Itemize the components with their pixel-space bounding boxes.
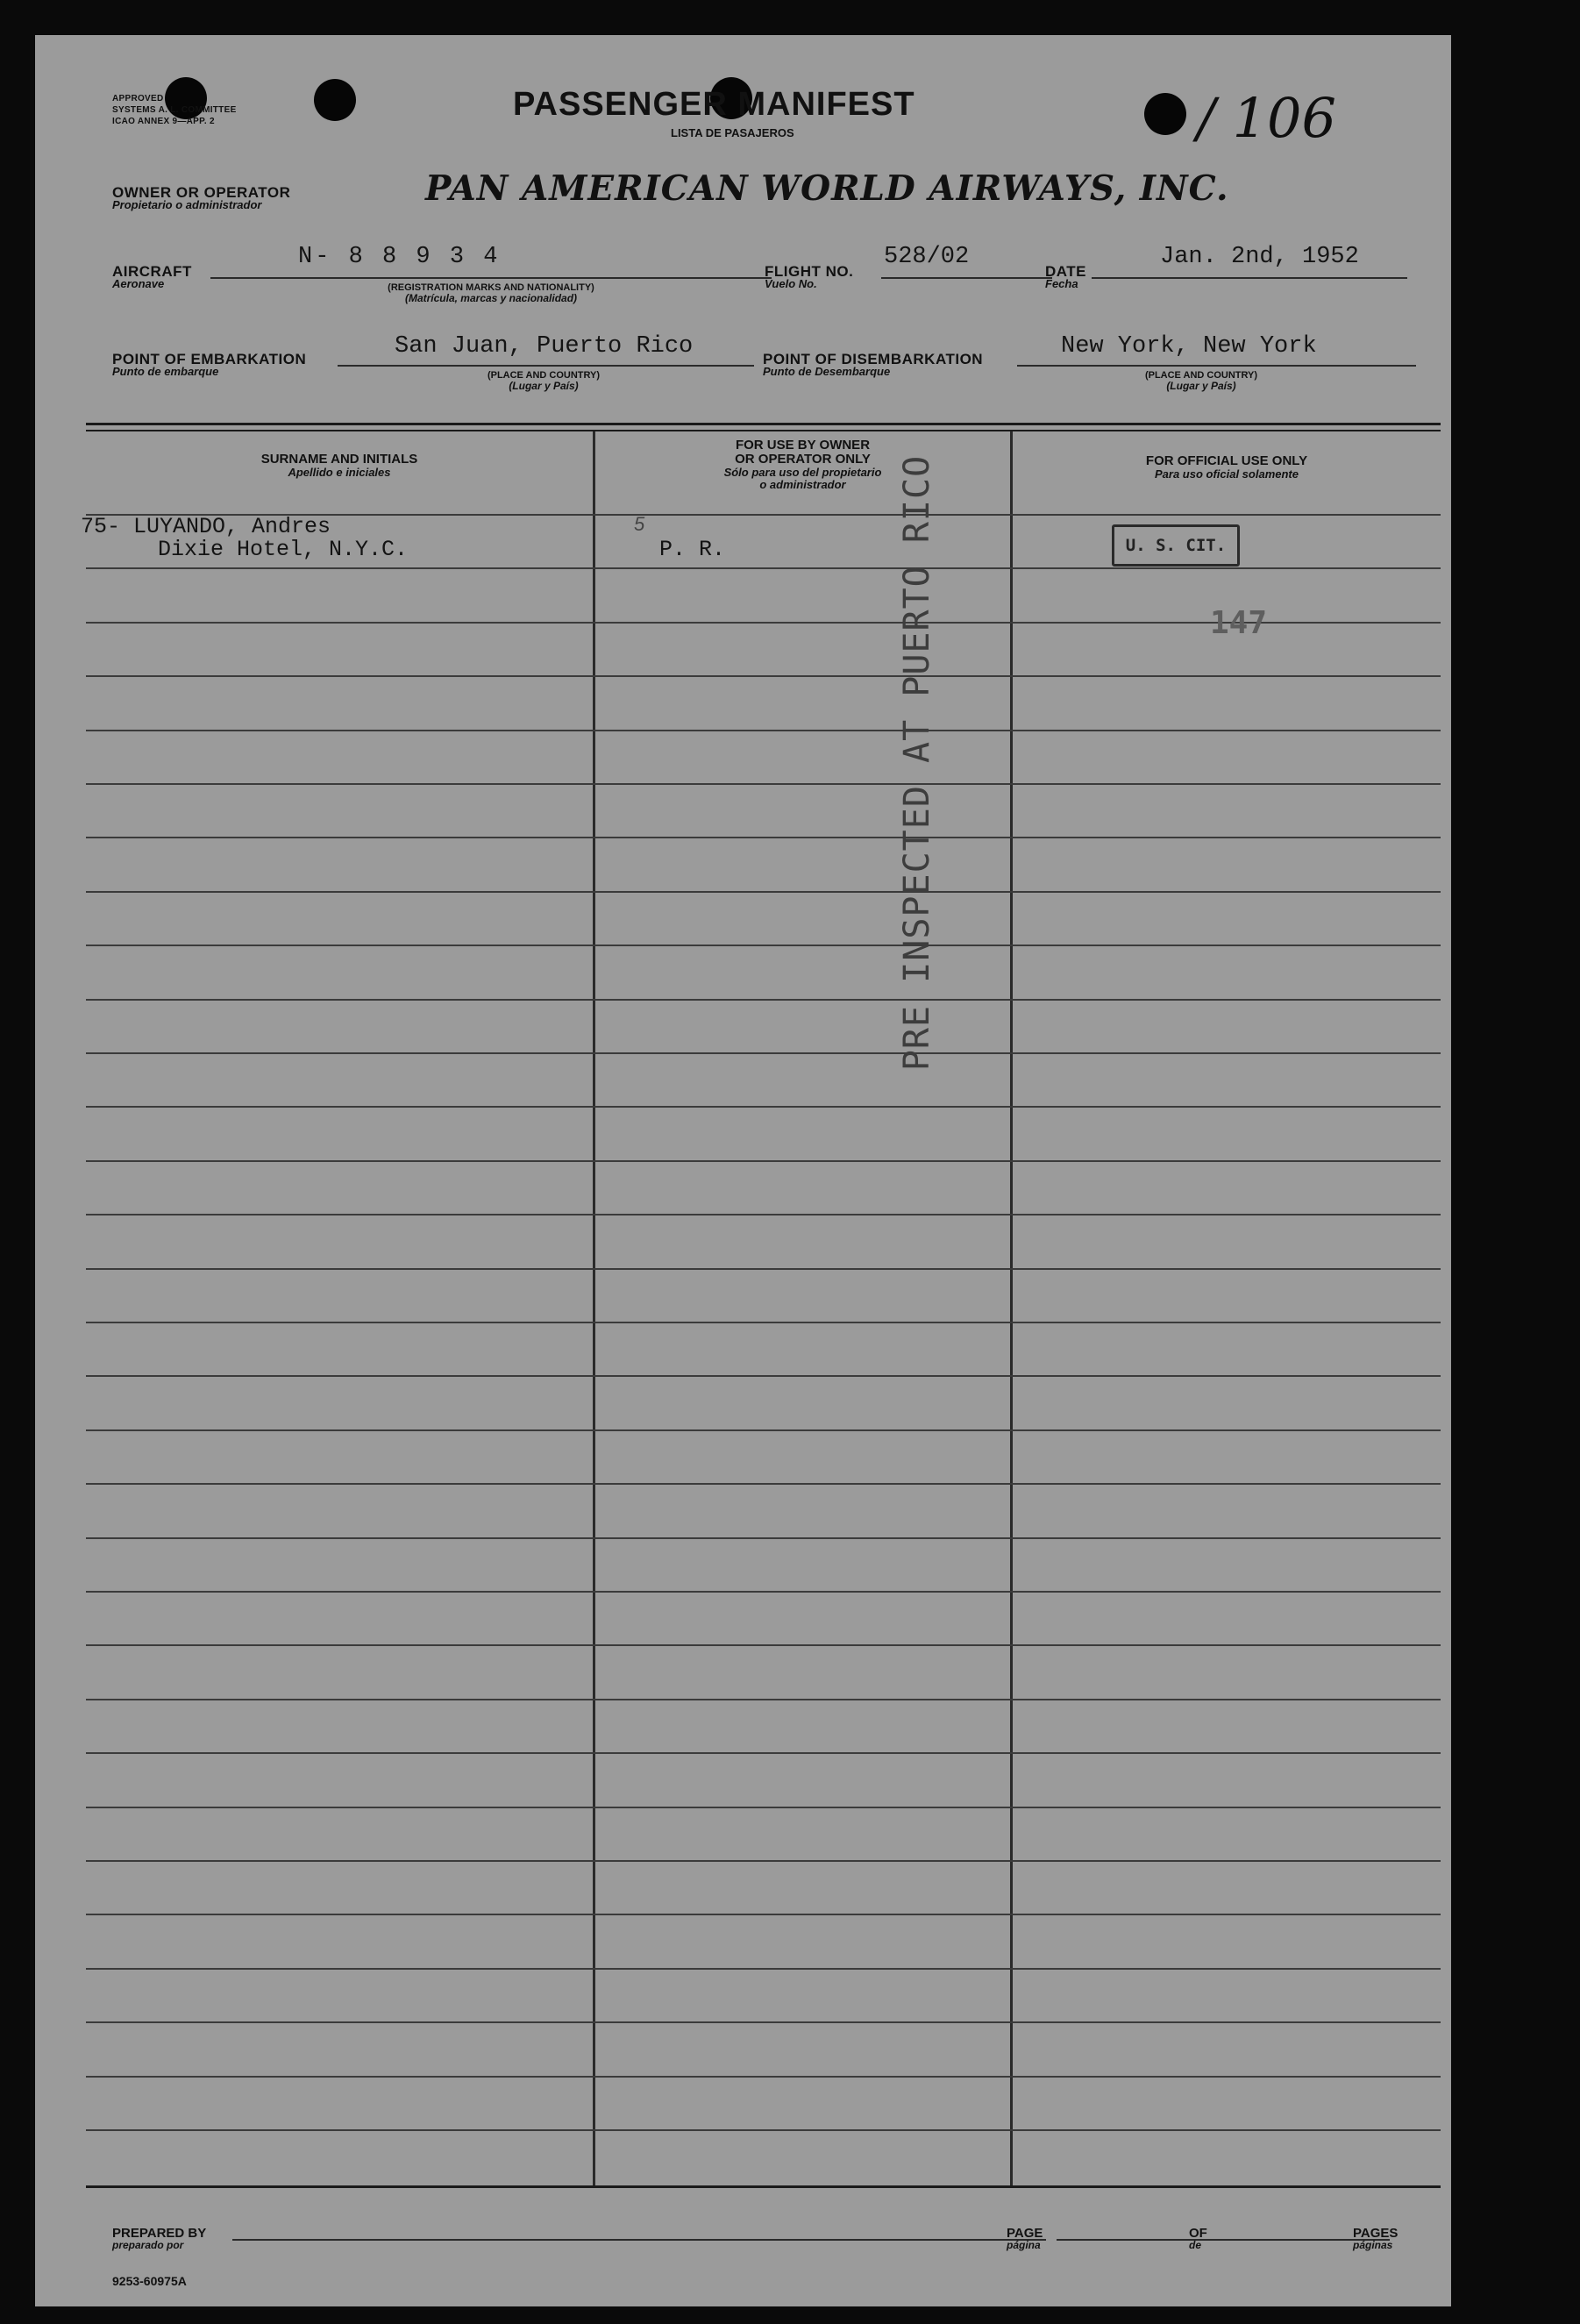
pages-block xyxy=(1353,2228,1398,2251)
table-row-rule xyxy=(86,891,1441,893)
date-value: Jan. 2nd, 1952 xyxy=(1160,244,1359,270)
column-header-owner-text: FOR USE BY OWNER OR OPERATOR ONLY xyxy=(735,438,871,467)
page-label: PAGE xyxy=(1007,2226,1043,2241)
table-top-rule-2 xyxy=(86,430,1441,431)
column-divider-1 xyxy=(593,431,595,2185)
flight-label-block xyxy=(765,265,853,289)
table-top-rule xyxy=(86,423,1441,425)
passenger-address: Dixie Hotel, N.Y.C. xyxy=(158,537,409,562)
table-row-rule xyxy=(86,2076,1441,2078)
table-row-rule xyxy=(86,1807,1441,1808)
table-row-rule xyxy=(86,1214,1441,1215)
aircraft-value: N- 8 8 9 3 4 xyxy=(298,244,501,270)
embarkation-label: POINT OF EMBARKATION xyxy=(112,351,307,367)
prepared-by-line xyxy=(232,2239,1046,2241)
manifest-sheet xyxy=(35,35,1451,2306)
column-header-owner xyxy=(595,438,1010,491)
disembarkation-label-es: Punto de Desembarque xyxy=(763,365,891,378)
column-header-surname xyxy=(86,453,593,479)
aircraft-line xyxy=(210,277,772,279)
embarkation-sub-block xyxy=(438,370,649,391)
page-title-es: LISTA DE PASAJEROS xyxy=(671,126,794,139)
embarkation-label-block xyxy=(112,353,306,377)
of-label: OF xyxy=(1189,2226,1207,2241)
prepared-by-label: PREPARED BY xyxy=(112,2226,207,2241)
date-line xyxy=(1092,277,1407,279)
us-cit-stamp-text: U. S. CIT. xyxy=(1125,536,1227,555)
table-row-rule xyxy=(86,2129,1441,2131)
passenger-name: 75- LUYANDO, Andres xyxy=(81,514,331,539)
table-row-rule xyxy=(86,1752,1441,1754)
aircraft-label-block xyxy=(112,265,192,289)
page-label-es: página xyxy=(1007,2239,1041,2251)
embarkation-line xyxy=(338,365,754,367)
column-header-official-es: Para uso oficial solamente xyxy=(1154,467,1299,481)
owner-name: PAN AMERICAN WORLD AIRWAYS, INC. xyxy=(425,168,1229,209)
disembarkation-label: POINT OF DISEMBARKATION xyxy=(763,351,984,367)
date-label-block xyxy=(1045,265,1086,289)
table-row-rule xyxy=(86,1483,1441,1485)
flight-value: 528/02 xyxy=(884,244,970,270)
embarkation-sub-es: (Lugar y País) xyxy=(509,380,579,392)
table-row-rule xyxy=(86,999,1441,1001)
flight-line xyxy=(881,277,1052,279)
approval-line-3: ICAO ANNEX 9—APP. 2 xyxy=(112,117,215,126)
table-row-rule xyxy=(86,783,1441,785)
column-divider-2 xyxy=(1010,431,1013,2185)
embarkation-value: San Juan, Puerto Rico xyxy=(395,333,694,360)
column-header-official xyxy=(1013,454,1441,481)
owner-pencil-mark: 5 xyxy=(634,513,645,535)
form-code: 9253-60975A xyxy=(112,2274,187,2288)
table-row-rule xyxy=(86,730,1441,731)
table-row-rule xyxy=(86,1644,1441,1646)
of-block xyxy=(1189,2228,1207,2251)
approval-line-1: APPROVED xyxy=(112,94,164,103)
page-block xyxy=(1007,2228,1043,2251)
owner-note: P. R. xyxy=(659,537,726,562)
embarkation-sub: (PLACE AND COUNTRY) xyxy=(487,370,601,381)
date-label: DATE xyxy=(1045,263,1087,280)
pages-label: PAGES xyxy=(1353,2226,1399,2241)
flight-label: FLIGHT NO. xyxy=(765,263,854,280)
column-header-official-text: FOR OFFICIAL USE ONLY xyxy=(1145,453,1308,468)
date-label-es: Fecha xyxy=(1045,277,1078,290)
prepared-by-label-es: preparado por xyxy=(112,2239,184,2251)
us-cit-stamp xyxy=(1112,524,1240,567)
table-row-rule xyxy=(86,567,1441,569)
table-row-rule xyxy=(86,945,1441,946)
column-header-surname-text: SURNAME AND INITIALS xyxy=(260,452,418,467)
table-row-rule xyxy=(86,1268,1441,1270)
table-row-rule xyxy=(86,1052,1441,1054)
table-row-rule xyxy=(86,1914,1441,1915)
aircraft-label: AIRCRAFT xyxy=(112,263,192,280)
table-row-rule xyxy=(86,1537,1441,1539)
table-row-rule xyxy=(86,2021,1441,2023)
disembarkation-sub: (PLACE AND COUNTRY) xyxy=(1144,370,1258,381)
pages-label-es: páginas xyxy=(1353,2239,1393,2251)
disembarkation-sub-es: (Lugar y País) xyxy=(1166,380,1236,392)
aircraft-label-es: Aeronave xyxy=(112,277,165,290)
table-row-rule xyxy=(86,1968,1441,1970)
table-row-rule xyxy=(86,837,1441,838)
disembarkation-value: New York, New York xyxy=(1061,333,1317,360)
column-header-owner-es: Sólo para uso del propietario o administrador xyxy=(723,466,882,491)
official-number: 147 xyxy=(1210,605,1268,641)
embarkation-label-es: Punto de embarque xyxy=(112,365,219,378)
disembarkation-sub-block xyxy=(1096,370,1306,391)
handwritten-page-number: / 106 xyxy=(1197,86,1336,150)
aircraft-sub: (REGISTRATION MARKS AND NATIONALITY) xyxy=(388,282,594,293)
disembarkation-line xyxy=(1017,365,1416,367)
approval-block xyxy=(112,93,237,127)
table-row-rule xyxy=(86,1699,1441,1700)
table-row-rule xyxy=(86,1375,1441,1377)
table-row-rule xyxy=(86,1429,1441,1431)
table-row-rule xyxy=(86,1160,1441,1162)
approval-line-2: SYSTEMS A. L. COMMITTEE xyxy=(112,105,237,115)
punch-hole-right xyxy=(1144,93,1186,135)
pre-inspected-stamp: PRE INSPECTED AT PUERTO RICO xyxy=(897,454,937,1072)
aircraft-sub-block xyxy=(333,282,649,303)
prepared-by-block xyxy=(112,2228,206,2251)
owner-label: OWNER OR OPERATOR xyxy=(112,184,291,201)
owner-label-block xyxy=(112,186,290,210)
table-bottom-rule xyxy=(86,2185,1441,2188)
table-row-rule xyxy=(86,675,1441,677)
table-row-rule xyxy=(86,1106,1441,1108)
punch-hole-center-left xyxy=(314,79,356,121)
page-title: PASSENGER MANIFEST xyxy=(513,86,915,123)
disembarkation-label-block xyxy=(763,353,983,377)
owner-label-es: Propietario o administrador xyxy=(112,198,262,211)
table-row-rule xyxy=(86,1860,1441,1862)
flight-label-es: Vuelo No. xyxy=(765,277,817,290)
table-row-rule xyxy=(86,1591,1441,1593)
of-label-es: de xyxy=(1189,2239,1202,2251)
table-row-rule xyxy=(86,1322,1441,1323)
column-header-surname-es: Apellido e iniciales xyxy=(288,466,391,479)
aircraft-sub-es: (Matrícula, marcas y nacionalidad) xyxy=(404,292,578,304)
